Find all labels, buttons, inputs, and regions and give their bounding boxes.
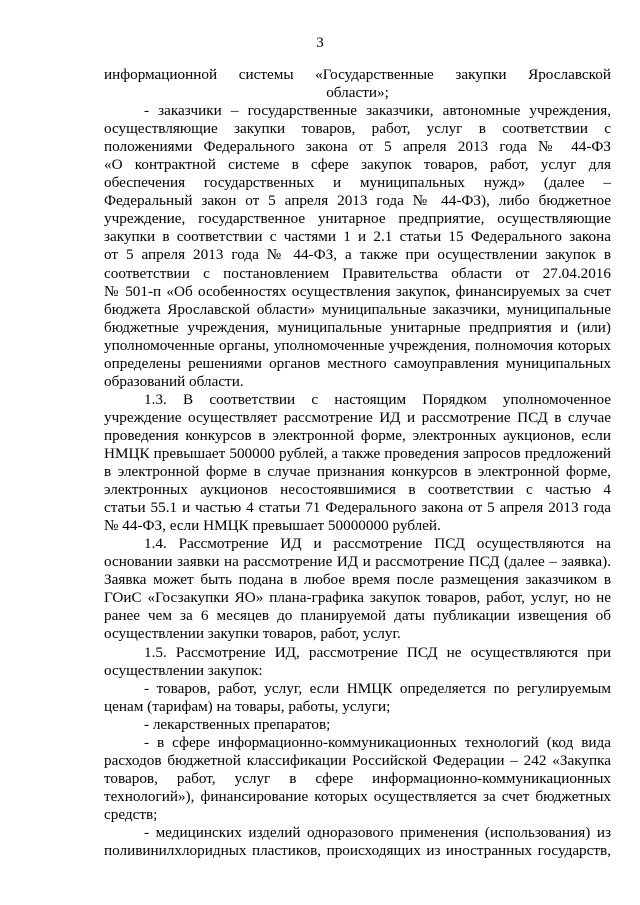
text-line: 1.4. Рассмотрение ИД и рассмотрение ПСД осуществляются на: [144, 535, 611, 553]
text-line: от 5 апреля 2013 года № 44-ФЗ, а также при осуществлении закупок в: [104, 246, 611, 264]
text-line: образований области.: [104, 372, 244, 390]
text-line: ранее чем за 6 месяцев до планируемой даты публикации извещения об: [104, 607, 611, 625]
text-line: в электронной форме в случае признания конкурсов в электронной форме,: [104, 463, 611, 481]
text-line: информационной системы «Государственные закупки Ярославской: [104, 66, 611, 83]
text-line: 1.3. В соответствии с настоящим Порядком уполномоченное: [144, 390, 611, 408]
text-line: учреждение осуществляет рассмотрение ИД и рассмотрение ПСД в случае: [104, 408, 611, 426]
text-line: электронных аукционов несостоявшимися в соответствии с частью 4: [104, 481, 611, 499]
text-line: бюджетные учреждения, муниципальные унитарные предприятия и (или): [104, 318, 611, 336]
text-line: поливинилхлоридных пластиков, происходящих из иностранных государств,: [104, 842, 611, 860]
text-line: - товаров, работ, услуг, если НМЦК определяется по регулируемым: [144, 679, 611, 697]
text-line: НМЦК превышает 500000 рублей, а также проведения запросов предложений: [104, 444, 611, 462]
text-line: осуществлении закупки товаров, работ, услуг.: [104, 625, 401, 643]
text-line: № 501-п «Об особенностях осуществления закупок, финансируемых за счет: [104, 282, 611, 300]
text-line: средств;: [104, 805, 158, 823]
text-line: технологий»), финансирование которых осуществляется за счет бюджетных: [104, 787, 611, 805]
text-line: учреждение, государственное унитарное предприятие, осуществляющие: [104, 210, 611, 228]
document-body: [104, 66, 611, 860]
text-line: ценам (тарифам) на товары, работы, услуги;: [104, 697, 391, 715]
text-line: - заказчики – государственные заказчики, автономные учреждения,: [144, 102, 611, 120]
text-line: проведения конкурсов в электронной форме, электронных аукционов, если: [104, 426, 611, 444]
text-line: ГОиС «Госзакупки ЯО» плана-графика закупок товаров, работ, услуг, но не: [104, 589, 611, 607]
text-line: № 44-ФЗ, если НМЦК превышает 50000000 рублей.: [104, 517, 441, 535]
text-line: обеспечения государственных и муниципальных нужд» (далее –: [104, 174, 611, 192]
text-line: осуществляющие закупки товаров, работ, услуг в соответствии с: [104, 120, 611, 138]
page-number: 3: [316, 35, 324, 51]
text-line: Заявка может быть подана в любое время после размещения заказчиком в: [104, 571, 611, 589]
text-line: «О контрактной системе в сфере закупок товаров, работ, услуг для: [104, 156, 611, 174]
text-line: закупки в соответствии с частями 1 и 2.1 статьи 15 Федерального закона: [104, 228, 611, 246]
text-line: осуществлении закупок:: [104, 661, 263, 679]
text-line: определены решениями органов местного самоуправления муниципальных: [104, 354, 611, 372]
text-line: уполномоченные органы, уполномоченные учреждения, полномочия которых: [104, 336, 611, 354]
text-line: основании заявки на рассмотрение ИД и рассмотрение ПСД (далее – заявка).: [104, 553, 611, 571]
text-line: расходов бюджетной классификации Российской Федерации – 242 «Закупка: [104, 751, 611, 769]
text-line: 1.5. Рассмотрение ИД, рассмотрение ПСД не осуществляются при: [144, 643, 611, 661]
text-line: - лекарственных препаратов;: [144, 715, 331, 733]
text-line: Федеральный закон от 5 апреля 2013 года № 44-ФЗ), либо бюджетное: [104, 192, 611, 210]
text-line: положениями Федерального закона от 5 апреля 2013 года № 44-ФЗ: [104, 138, 611, 156]
text-line: товаров, работ, услуг в сфере информационно-коммуникационных: [104, 769, 611, 787]
text-line: соответствии с постановлением Правительства области от 27.04.2016: [104, 264, 611, 282]
text-line: области»;: [326, 84, 389, 102]
text-line: - медицинских изделий одноразового применения (использования) из: [144, 823, 611, 841]
text-line: статьи 55.1 и частью 4 статьи 71 Федерального закона от 5 апреля 2013 года: [104, 499, 611, 517]
text-line: бюджета Ярославской области» муниципальные заказчики, муниципальные: [104, 300, 611, 318]
text-line: - в сфере информационно-коммуникационных технологий (код вида: [144, 733, 611, 751]
